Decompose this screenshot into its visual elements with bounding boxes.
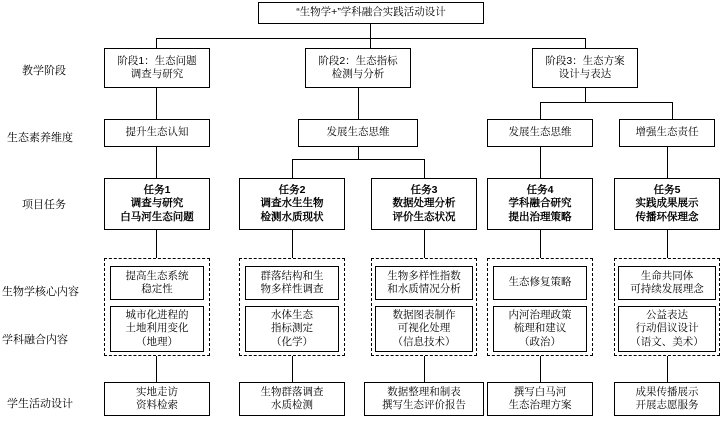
student-activity-box-3: 数据整理和制表 撰写生态评价报告 bbox=[364, 382, 484, 416]
connector bbox=[370, 38, 371, 48]
literacy-box-4: 增强生态责任 bbox=[619, 119, 715, 147]
row-label-cross-subject: 学科融合内容 bbox=[2, 334, 68, 346]
connector bbox=[424, 356, 425, 382]
connector bbox=[585, 38, 586, 48]
bio-core-box-4: 生态修复策略 bbox=[493, 266, 587, 300]
stage-box-3: 阶段3：生态方案 设计与表达 bbox=[532, 48, 638, 88]
cross-subject-box-1: 城市化进程的 土地利用变化 （地理） bbox=[110, 306, 204, 352]
connector bbox=[358, 88, 359, 119]
student-activity-box-1: 实地走访 资料检索 bbox=[104, 382, 210, 416]
literacy-box-1: 提升生态认知 bbox=[104, 119, 210, 147]
connector bbox=[292, 356, 293, 382]
connector bbox=[424, 230, 425, 258]
connector bbox=[156, 147, 157, 178]
row-label-task: 项目任务 bbox=[22, 199, 66, 211]
bio-core-box-5: 生命共同体 可持续发展理念 bbox=[618, 266, 716, 300]
student-activity-box-4: 撰写白马河 生态治理方案 bbox=[487, 382, 593, 416]
connector bbox=[540, 102, 672, 103]
cross-subject-box-5: 公益表达 行动倡议设计 （语文、美术） bbox=[618, 306, 716, 352]
connector bbox=[424, 159, 425, 178]
stage-box-1: 阶段1：生态问题 调查与研究 bbox=[104, 48, 210, 88]
connector bbox=[370, 24, 371, 38]
literacy-box-2: 发展生态思维 bbox=[298, 119, 418, 147]
task-box-1: 任务1 调查与研究 白马河生态问题 bbox=[104, 178, 210, 230]
connector bbox=[156, 356, 157, 382]
connector bbox=[667, 147, 668, 178]
connector bbox=[156, 38, 157, 48]
cross-subject-box-2: 水体生态 指标测定 （化学） bbox=[245, 306, 339, 352]
connector bbox=[540, 356, 541, 382]
connector bbox=[156, 230, 157, 258]
connector bbox=[585, 88, 586, 102]
student-activity-box-2: 生物群落调查 水质检测 bbox=[239, 382, 345, 416]
bio-core-box-2: 群落结构和生 物多样性调查 bbox=[245, 266, 339, 300]
bio-core-box-1: 提高生态系统 稳定性 bbox=[110, 266, 204, 300]
cross-subject-box-4: 内河治理政策 梳理和建议 （政治） bbox=[493, 306, 587, 352]
literacy-box-3: 发展生态思维 bbox=[487, 119, 593, 147]
row-label-student-activity: 学生活动设计 bbox=[7, 398, 73, 410]
task-box-3: 任务3 数据处理分析 评价生态状况 bbox=[371, 178, 477, 230]
row-label-stage: 教学阶段 bbox=[22, 65, 66, 77]
task-box-5: 任务5 实践成果展示 传播环保理念 bbox=[614, 178, 720, 230]
row-label-literacy: 生态素养维度 bbox=[7, 132, 73, 144]
connector bbox=[540, 230, 541, 258]
connector bbox=[672, 102, 673, 119]
task-box-2: 任务2 调查水生生物 检测水质现状 bbox=[239, 178, 345, 230]
stage-box-2: 阶段2：生态指标 检测与分析 bbox=[305, 48, 411, 88]
row-label-bio-core: 生物学核心内容 bbox=[2, 286, 79, 298]
connector bbox=[540, 147, 541, 178]
task-box-4: 任务4 学科融合研究 提出治理策略 bbox=[487, 178, 593, 230]
connector bbox=[358, 147, 359, 159]
student-activity-box-5: 成果传播展示 开展志愿服务 bbox=[614, 382, 720, 416]
connector bbox=[292, 230, 293, 258]
connector bbox=[292, 159, 293, 178]
connector bbox=[667, 356, 668, 382]
connector bbox=[667, 230, 668, 258]
diagram-title: “生物学+”学科融合实践活动设计 bbox=[258, 2, 484, 24]
bio-core-box-3: 生物多样性指数 和水质情况分析 bbox=[375, 266, 473, 300]
connector bbox=[156, 88, 157, 119]
cross-subject-box-3: 数据图表制作 可视化处理 （信息技术） bbox=[375, 306, 473, 352]
connector bbox=[540, 102, 541, 119]
connector bbox=[292, 159, 424, 160]
